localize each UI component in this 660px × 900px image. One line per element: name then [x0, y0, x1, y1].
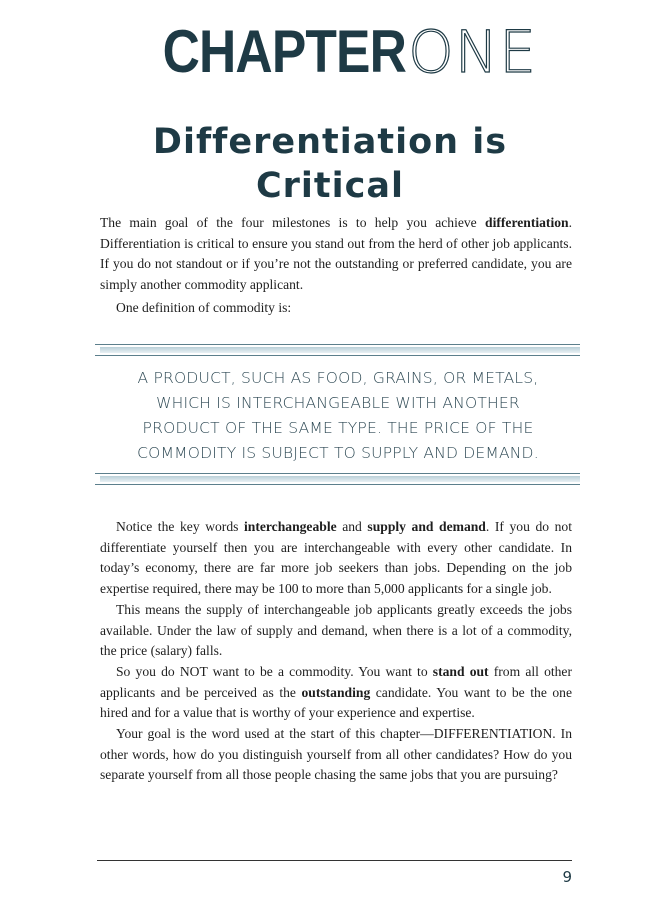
- p1-text-2: and: [336, 519, 368, 534]
- p1-text-3: . If you do not differentiate yourself then you are interchangeable with every other candidate. In today’s economy, there are far more job seekers than jobs. Depending on the job expertise required, there may be 100 to more than 5,000 applicants for a single job.: [100, 519, 572, 596]
- definition-lead: One definition of commodity is:: [116, 300, 292, 315]
- paragraph-stand-out: [100, 662, 572, 724]
- p1-bold-supply-and-demand: supply and demand: [367, 519, 486, 534]
- p3-bold-stand-out: stand out: [432, 664, 489, 679]
- footer-rule: [97, 860, 572, 861]
- quote-line-3: PRODUCT OF THE SAME TYPE. THE PRICE OF THE: [142, 419, 534, 437]
- p1-bold-interchangeable: interchangeable: [244, 519, 337, 534]
- paragraph-goal: Your goal is the word used at the start of this chapter—DIFFERENTIATION. In other words, how do you distinguish yourself from all other candidates? How do you separate yourself from all those people chasing the same jobs that you are pursuing?: [100, 726, 572, 782]
- chapter-number: ONE: [408, 18, 537, 86]
- p1-text-1: Notice the key words: [116, 519, 244, 534]
- quote-line-2: WHICH IS INTERCHANGEABLE WITH ANOTHER: [156, 394, 520, 412]
- intro-bold-differentiation: differentiation: [485, 215, 569, 230]
- p3-bold-outstanding: outstanding: [301, 684, 371, 700]
- quote-line-1: A PRODUCT, SUCH AS FOOD, GRAINS, OR METALS,: [137, 369, 539, 387]
- quote-line-4: COMMODITY IS SUBJECT TO SUPPLY AND DEMAND.: [137, 444, 539, 462]
- quote-top-rule-inner: [95, 355, 580, 356]
- p3-text-3: candidate. You want to be the one hired and for a value that is worthy of your experience and expertise.: [100, 684, 572, 720]
- chapter-heading: [0, 18, 660, 86]
- quote-bottom-rule-inner: [95, 473, 580, 474]
- paragraph-key-words: [100, 517, 572, 599]
- intro-text-2: . Differentiation is critical to ensure you stand out from the herd of other job applicants. If you do not standout or if you’re not the outstanding or preferred candidate, you are simply another commodity applicant.: [100, 215, 572, 292]
- definition-quote: [100, 366, 576, 466]
- chapter-label: CHAPTER: [162, 18, 407, 85]
- intro-paragraph: [100, 213, 572, 295]
- chapter-title-line-2: Critical: [255, 166, 405, 206]
- chapter-title-line-1: Differentiation is: [152, 122, 508, 162]
- quote-bottom-rule: [95, 484, 580, 485]
- quote-bottom-rule-shadow: [100, 476, 580, 482]
- intro-text-1: The main goal of the four milestones is to help you achieve: [100, 215, 486, 230]
- p3-text-2: from all other applicants and be perceived as the: [100, 664, 572, 700]
- quote-top-rule-shadow: [100, 347, 580, 353]
- chapter-title: [0, 120, 660, 208]
- page-number: 9: [562, 868, 572, 886]
- paragraph-supply: This means the supply of interchangeable job applicants greatly exceeds the jobs available. Under the law of supply and demand, when there is a lot of a commodity, the price (salary) falls.: [100, 602, 572, 658]
- quote-top-rule: [95, 344, 580, 345]
- p3-text-1: So you do NOT want to be a commodity. You want to: [116, 664, 433, 679]
